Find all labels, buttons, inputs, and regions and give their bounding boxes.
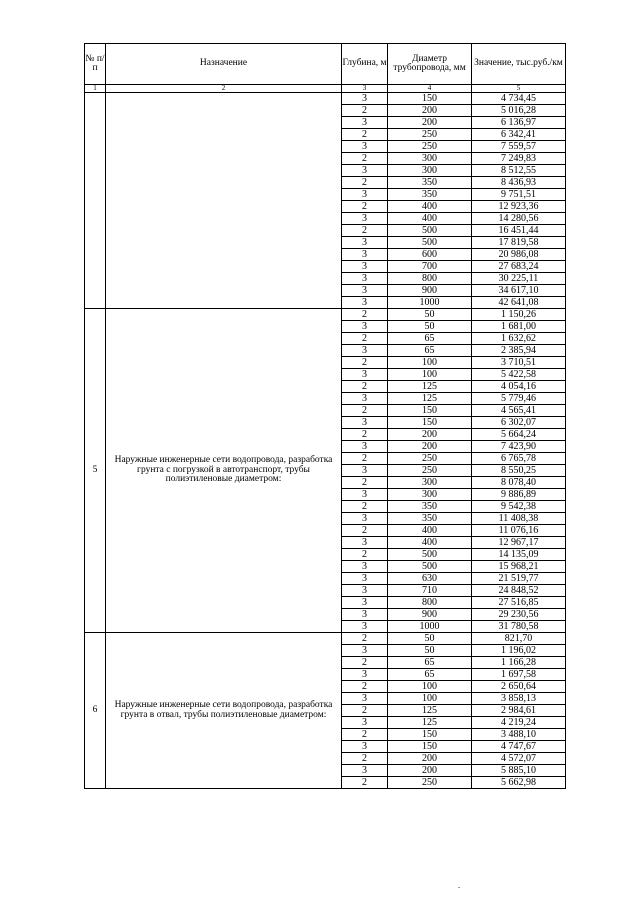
value-cell: 42 641,08 — [472, 297, 566, 309]
depth-cell: 2 — [342, 429, 388, 441]
diameter-cell: 200 — [388, 753, 472, 765]
diameter-cell: 200 — [388, 441, 472, 453]
value-cell: 5 664,24 — [472, 429, 566, 441]
diameter-cell: 700 — [388, 261, 472, 273]
diameter-cell: 50 — [388, 321, 472, 333]
value-cell: 3 858,13 — [472, 693, 566, 705]
depth-cell: 2 — [342, 333, 388, 345]
value-cell: 3 710,51 — [472, 357, 566, 369]
depth-cell: 2 — [342, 525, 388, 537]
depth-cell: 2 — [342, 633, 388, 645]
depth-cell: 2 — [342, 705, 388, 717]
diameter-cell: 50 — [388, 645, 472, 657]
value-cell: 4 747,67 — [472, 741, 566, 753]
value-cell: 5 422,58 — [472, 369, 566, 381]
depth-cell: 3 — [342, 213, 388, 225]
diameter-cell: 500 — [388, 549, 472, 561]
diameter-cell: 150 — [388, 741, 472, 753]
depth-cell: 3 — [342, 585, 388, 597]
value-cell: 1 196,02 — [472, 645, 566, 657]
index-cell: 2 — [106, 85, 342, 93]
diameter-cell: 100 — [388, 681, 472, 693]
diameter-cell: 250 — [388, 141, 472, 153]
depth-cell: 2 — [342, 177, 388, 189]
depth-cell: 2 — [342, 549, 388, 561]
depth-cell: 3 — [342, 717, 388, 729]
diameter-cell: 500 — [388, 225, 472, 237]
value-cell: 7 559,57 — [472, 141, 566, 153]
diameter-cell: 150 — [388, 729, 472, 741]
diameter-cell: 200 — [388, 117, 472, 129]
diameter-cell: 500 — [388, 237, 472, 249]
depth-cell: 3 — [342, 297, 388, 309]
value-cell: 4 572,07 — [472, 753, 566, 765]
value-cell: 5 016,28 — [472, 105, 566, 117]
col-header-num: № п/п — [85, 44, 106, 85]
diameter-cell: 65 — [388, 657, 472, 669]
depth-cell: 2 — [342, 381, 388, 393]
value-cell: 1 150,26 — [472, 309, 566, 321]
index-cell: 5 — [472, 85, 566, 93]
diameter-cell: 350 — [388, 177, 472, 189]
depth-cell: 2 — [342, 105, 388, 117]
depth-cell: 2 — [342, 309, 388, 321]
value-cell: 6 342,41 — [472, 129, 566, 141]
index-cell: 1 — [85, 85, 106, 93]
depth-cell: 3 — [342, 417, 388, 429]
value-cell: 2 650,64 — [472, 681, 566, 693]
depth-cell: 3 — [342, 189, 388, 201]
depth-cell: 3 — [342, 285, 388, 297]
col-header-value: Значение, тыс.руб./км — [472, 44, 566, 85]
depth-cell: 3 — [342, 369, 388, 381]
diameter-cell: 500 — [388, 561, 472, 573]
col-header-depth: Глубина, м — [342, 44, 388, 85]
depth-cell: 3 — [342, 465, 388, 477]
diameter-cell: 50 — [388, 309, 472, 321]
depth-cell: 2 — [342, 405, 388, 417]
diameter-cell: 100 — [388, 369, 472, 381]
value-cell: 27 516,85 — [472, 597, 566, 609]
depth-cell: 2 — [342, 357, 388, 369]
depth-cell: 3 — [342, 249, 388, 261]
depth-cell: 3 — [342, 117, 388, 129]
depth-cell: 3 — [342, 393, 388, 405]
diameter-cell: 900 — [388, 285, 472, 297]
diameter-cell: 250 — [388, 453, 472, 465]
value-cell: 8 550,25 — [472, 465, 566, 477]
value-cell: 34 617,10 — [472, 285, 566, 297]
depth-cell: 2 — [342, 453, 388, 465]
diameter-cell: 250 — [388, 777, 472, 789]
diameter-cell: 350 — [388, 189, 472, 201]
group-number — [85, 93, 106, 309]
value-cell: 1 632,62 — [472, 333, 566, 345]
diameter-cell: 50 — [388, 633, 472, 645]
depth-cell: 3 — [342, 645, 388, 657]
diameter-cell: 65 — [388, 669, 472, 681]
value-cell: 2 984,61 — [472, 705, 566, 717]
value-cell: 20 986,08 — [472, 249, 566, 261]
group-purpose: Наружные инженерные сети водопровода, разработка грунта с погрузкой в автотранспорт, трубы полиэтиленовые диаметром: — [106, 309, 342, 633]
diameter-cell: 150 — [388, 405, 472, 417]
value-cell: 14 280,56 — [472, 213, 566, 225]
depth-cell: 3 — [342, 561, 388, 573]
value-cell: 7 423,90 — [472, 441, 566, 453]
diameter-cell: 200 — [388, 765, 472, 777]
diameter-cell: 200 — [388, 105, 472, 117]
depth-cell: 2 — [342, 501, 388, 513]
group-purpose: Наружные инженерные сети водопровода, разработка грунта в отвал, трубы полиэтиленовые диаметром: — [106, 633, 342, 789]
depth-cell: 3 — [342, 513, 388, 525]
depth-cell: 2 — [342, 657, 388, 669]
value-cell: 4 565,41 — [472, 405, 566, 417]
diameter-cell: 125 — [388, 717, 472, 729]
depth-cell: 3 — [342, 573, 388, 585]
diameter-cell: 65 — [388, 345, 472, 357]
value-cell: 9 886,89 — [472, 489, 566, 501]
depth-cell: 2 — [342, 477, 388, 489]
depth-cell: 3 — [342, 597, 388, 609]
value-cell: 31 780,58 — [472, 621, 566, 633]
value-cell: 2 385,94 — [472, 345, 566, 357]
diameter-cell: 400 — [388, 201, 472, 213]
value-cell: 3 488,10 — [472, 729, 566, 741]
diameter-cell: 65 — [388, 333, 472, 345]
value-cell: 24 848,52 — [472, 585, 566, 597]
diameter-cell: 300 — [388, 477, 472, 489]
table-row — [85, 633, 566, 645]
depth-cell: 2 — [342, 129, 388, 141]
depth-cell: 3 — [342, 693, 388, 705]
value-cell: 11 076,16 — [472, 525, 566, 537]
diameter-cell: 150 — [388, 417, 472, 429]
diameter-cell: 125 — [388, 393, 472, 405]
value-cell: 1 697,58 — [472, 669, 566, 681]
depth-cell: 3 — [342, 741, 388, 753]
value-cell: 12 923,36 — [472, 201, 566, 213]
depth-cell: 2 — [342, 729, 388, 741]
value-cell: 17 819,58 — [472, 237, 566, 249]
value-cell: 8 078,40 — [472, 477, 566, 489]
group-number: 5 — [85, 309, 106, 633]
depth-cell: 3 — [342, 93, 388, 105]
value-cell: 4 219,24 — [472, 717, 566, 729]
diameter-cell: 300 — [388, 489, 472, 501]
depth-cell: 3 — [342, 237, 388, 249]
value-cell: 8 512,55 — [472, 165, 566, 177]
diameter-cell: 200 — [388, 429, 472, 441]
value-cell: 7 249,83 — [472, 153, 566, 165]
value-cell: 5 885,10 — [472, 765, 566, 777]
depth-cell: 3 — [342, 609, 388, 621]
depth-cell: 3 — [342, 489, 388, 501]
value-cell: 9 751,51 — [472, 189, 566, 201]
scan-speck — [458, 887, 460, 888]
depth-cell: 3 — [342, 669, 388, 681]
depth-cell: 2 — [342, 681, 388, 693]
diameter-cell: 400 — [388, 213, 472, 225]
diameter-cell: 710 — [388, 585, 472, 597]
value-cell: 12 967,17 — [472, 537, 566, 549]
diameter-cell: 125 — [388, 705, 472, 717]
depth-cell: 3 — [342, 261, 388, 273]
depth-cell: 3 — [342, 273, 388, 285]
value-cell: 14 135,09 — [472, 549, 566, 561]
group-purpose — [106, 93, 342, 309]
depth-cell: 2 — [342, 777, 388, 789]
value-cell: 27 683,24 — [472, 261, 566, 273]
col-header-diameter: Диаметр трубопровода, мм — [388, 44, 472, 85]
diameter-cell: 300 — [388, 153, 472, 165]
index-cell: 3 — [342, 85, 388, 93]
value-cell: 6 765,78 — [472, 453, 566, 465]
diameter-cell: 250 — [388, 465, 472, 477]
table-row — [85, 309, 566, 321]
value-cell: 821,70 — [472, 633, 566, 645]
value-cell: 5 779,46 — [472, 393, 566, 405]
depth-cell: 2 — [342, 225, 388, 237]
value-cell: 30 225,11 — [472, 273, 566, 285]
value-cell: 21 519,77 — [472, 573, 566, 585]
depth-cell: 3 — [342, 765, 388, 777]
value-cell: 1 166,28 — [472, 657, 566, 669]
diameter-cell: 250 — [388, 129, 472, 141]
diameter-cell: 1000 — [388, 297, 472, 309]
diameter-cell: 100 — [388, 693, 472, 705]
depth-cell: 3 — [342, 141, 388, 153]
table-body — [85, 93, 566, 789]
diameter-cell: 630 — [388, 573, 472, 585]
depth-cell: 3 — [342, 621, 388, 633]
value-cell: 6 136,97 — [472, 117, 566, 129]
diameter-cell: 1000 — [388, 621, 472, 633]
diameter-cell: 350 — [388, 501, 472, 513]
diameter-cell: 125 — [388, 381, 472, 393]
diameter-cell: 150 — [388, 93, 472, 105]
depth-cell: 2 — [342, 753, 388, 765]
value-cell: 16 451,44 — [472, 225, 566, 237]
value-cell: 5 662,98 — [472, 777, 566, 789]
value-cell: 29 230,56 — [472, 609, 566, 621]
depth-cell: 3 — [342, 537, 388, 549]
index-row — [85, 85, 566, 93]
diameter-cell: 900 — [388, 609, 472, 621]
tariff-table — [84, 43, 566, 789]
index-cell: 4 — [388, 85, 472, 93]
value-cell: 4 054,16 — [472, 381, 566, 393]
diameter-cell: 800 — [388, 597, 472, 609]
depth-cell: 3 — [342, 165, 388, 177]
table-row — [85, 93, 566, 105]
depth-cell: 3 — [342, 345, 388, 357]
value-cell: 1 681,00 — [472, 321, 566, 333]
diameter-cell: 300 — [388, 165, 472, 177]
group-number: 6 — [85, 633, 106, 789]
depth-cell: 3 — [342, 321, 388, 333]
col-header-purpose: Назначение — [106, 44, 342, 85]
depth-cell: 3 — [342, 441, 388, 453]
diameter-cell: 400 — [388, 525, 472, 537]
header-row — [85, 44, 566, 85]
value-cell: 6 302,07 — [472, 417, 566, 429]
value-cell: 9 542,38 — [472, 501, 566, 513]
value-cell: 8 436,93 — [472, 177, 566, 189]
value-cell: 15 968,21 — [472, 561, 566, 573]
diameter-cell: 800 — [388, 273, 472, 285]
diameter-cell: 600 — [388, 249, 472, 261]
diameter-cell: 350 — [388, 513, 472, 525]
diameter-cell: 400 — [388, 537, 472, 549]
depth-cell: 2 — [342, 201, 388, 213]
value-cell: 4 734,45 — [472, 93, 566, 105]
value-cell: 11 408,38 — [472, 513, 566, 525]
diameter-cell: 100 — [388, 357, 472, 369]
depth-cell: 2 — [342, 153, 388, 165]
